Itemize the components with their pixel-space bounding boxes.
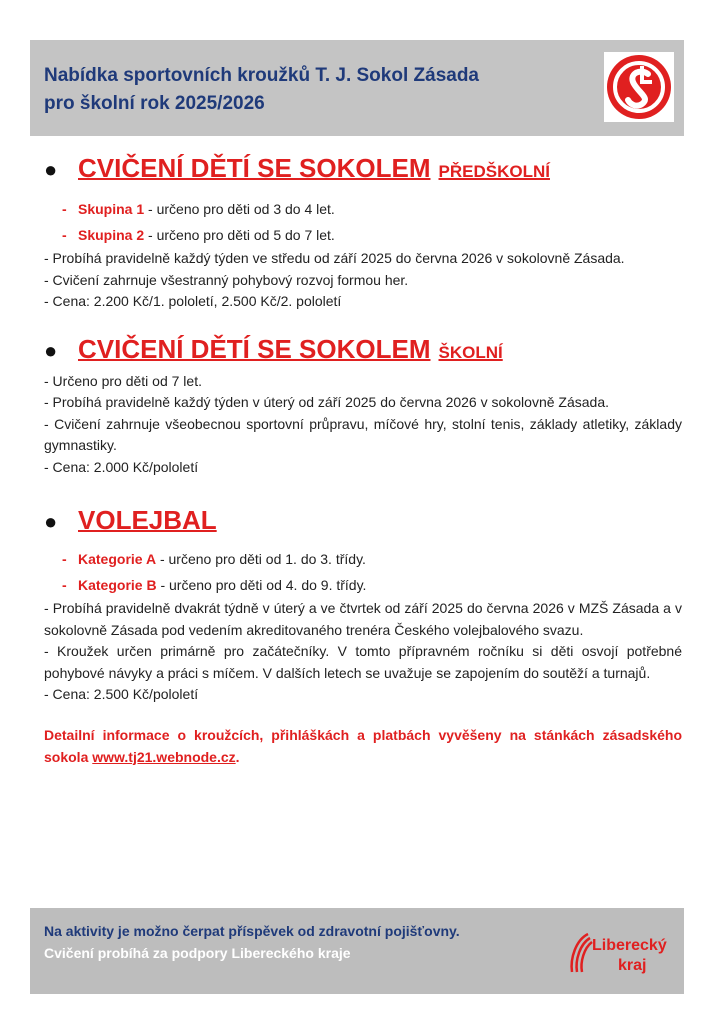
- info-line: - Kroužek určen primárně pro začátečníky. V tomto přípravném ročníku si děti osvojí potřebné pohybové návyky a práci s míčem. V dalších letech se uvažuje se zapojením do soutěží a turnajů.: [44, 643, 682, 681]
- info-line: - Probíhá pravidelně každý týden ve středu od září 2025 do června 2026 v sokolovně Zásada.: [44, 250, 625, 266]
- page-title-line1: Nabídka sportovních kroužků T. J. Sokol Zásada: [44, 65, 479, 86]
- item-label: Kategorie B: [78, 577, 157, 593]
- footer-banner: [30, 908, 684, 994]
- section-title-main: CVIČENÍ DĚTÍ SE SOKOLEM: [78, 333, 431, 364]
- section-title-sub: ŠKOLNÍ: [438, 342, 503, 362]
- info-line: - Probíhá pravidelně každý týden v úterý od září 2025 do června 2026 v sokolovně Zásada.: [44, 394, 610, 410]
- list-item: - Skupina 1 - určeno pro děti od 3 do 4 let.: [62, 201, 335, 217]
- item-label: Kategorie A: [78, 551, 157, 567]
- section-title-sub: PŘEDŠKOLNÍ: [438, 162, 550, 181]
- list-item: - Kategorie B - určeno pro děti od 4. do 9. třídy.: [62, 577, 367, 593]
- info-line: - Cena: 2.000 Kč/pololetí: [44, 458, 199, 475]
- bullet-icon: ●: [44, 509, 58, 534]
- info-line: - Cvičení zahrnuje všestranný pohybový rozvoj formou her.: [44, 271, 409, 288]
- kraj-logo-text-1: Liberecký: [592, 937, 667, 954]
- website-link[interactable]: www.tj21.webnode.cz: [92, 748, 236, 765]
- item-text: - určeno pro děti od 5 do 7 let.: [144, 227, 335, 243]
- bullet-icon: ●: [44, 157, 58, 182]
- list-item: - Kategorie A - určeno pro děti od 1. do 3. třídy.: [62, 551, 366, 567]
- page-title-line2: pro školní rok 2025/2026: [44, 93, 265, 114]
- note-end: .: [235, 748, 240, 765]
- item-text: - určeno pro děti od 3 do 4 let.: [144, 201, 335, 217]
- item-label: Skupina 1: [78, 201, 145, 217]
- info-line: - Cena: 2.500 Kč/pololetí: [44, 686, 199, 702]
- item-text: - určeno pro děti od 1. do 3. třídy.: [156, 551, 366, 567]
- info-line: - Cena: 2.200 Kč/1. pololetí, 2.500 Kč/2. pololetí: [44, 293, 342, 309]
- sokol-logo-icon: [604, 52, 674, 122]
- item-label: Skupina 2: [78, 227, 145, 243]
- item-text: - určeno pro děti od 4. do 9. třídy.: [156, 577, 367, 593]
- section-title-main: CVIČENÍ DĚTÍ SE SOKOLEM: [78, 153, 431, 183]
- section-title-school: [44, 331, 682, 371]
- section-title-main: VOLEJBAL: [78, 505, 217, 535]
- list-item: - Skupina 2 - určeno pro děti od 5 do 7 let.: [62, 227, 335, 243]
- section-title-preschool: [44, 150, 682, 190]
- footer-line2: Cvičení probíhá za podpory Libereckého kraje: [44, 945, 351, 961]
- section-title-volleyball: [44, 502, 682, 540]
- liberecky-kraj-logo-icon: [568, 928, 668, 976]
- bullet-icon: ●: [44, 337, 58, 363]
- header-banner: [30, 40, 684, 136]
- note-text: Detailní informace o kroužcích, přihláškách a platbách vyvěšeny na stánkách zásadského sokola: [44, 726, 682, 765]
- main-content: [44, 150, 682, 768]
- footer-line1: Na aktivity je možno čerpat příspěvek od zdravotní pojišťovny.: [44, 923, 460, 939]
- info-line: - Určeno pro děti od 7 let.: [44, 372, 202, 389]
- kraj-logo-text-2: kraj: [618, 957, 647, 974]
- info-line: - Probíhá pravidelně dvakrát týdně v úterý a ve čtvrtek od září 2025 do června 2026 v MZŠ Zásada a v sokolovně Zásada pod vedením akreditovaného trenéra Českého volejbalového svazu.: [44, 600, 682, 638]
- detail-note: [44, 724, 682, 768]
- info-line: - Cvičení zahrnuje všeobecnou sportovní průpravu, míčové hry, stolní tenis, základy atletiky, základy gymnastiky.: [44, 415, 682, 453]
